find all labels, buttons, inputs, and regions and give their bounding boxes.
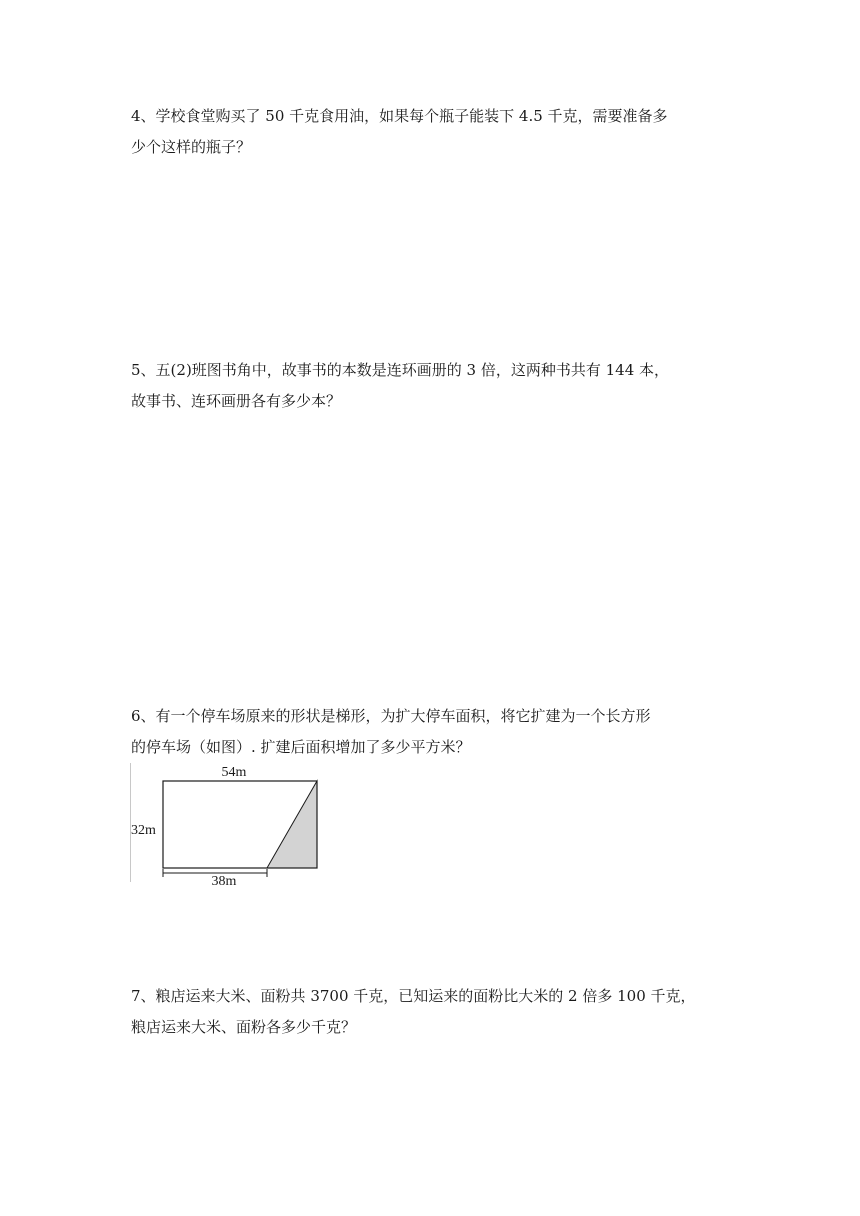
problem-4 <box>131 101 731 163</box>
problem-5-line-1: 5、五(2)班图书角中，故事书的本数是连环画册的 3 倍，这两种书共有 144 本， <box>131 361 670 379</box>
problem-5 <box>131 355 731 417</box>
added-area-triangle <box>267 781 317 868</box>
parking-lot-diagram <box>128 760 328 885</box>
problem-6-line-1: 6、有一个停车场原来的形状是梯形，为扩大停车面积，将它扩建为一个长方形 <box>131 707 651 725</box>
problem-6 <box>131 701 731 763</box>
problem-5-line-2: 故事书、连环画册各有多少本？ <box>131 392 342 410</box>
problem-4-line-2: 少个这样的瓶子？ <box>131 138 252 156</box>
problem-7 <box>131 981 731 1043</box>
problem-6-line-2: 的停车场（如图）. 扩建后面积增加了多少平方米？ <box>131 738 471 756</box>
problem-7-line-1: 7、粮店运来大米、面粉共 3700 千克，已知运来的面粉比大米的 2 倍多 100 千克， <box>131 987 696 1005</box>
label-top: 54m <box>221 765 247 780</box>
problem-4-line-1: 4、学校食堂购买了 50 千克食用油，如果每个瓶子能装下 4.5 千克，需要准备多 <box>131 107 668 125</box>
problem-7-line-2: 粮店运来大米、面粉各多少千克？ <box>131 1018 357 1036</box>
label-left: 32m <box>131 823 156 838</box>
label-bottom: 38m <box>211 874 237 885</box>
parking-lot-figure <box>128 760 328 885</box>
